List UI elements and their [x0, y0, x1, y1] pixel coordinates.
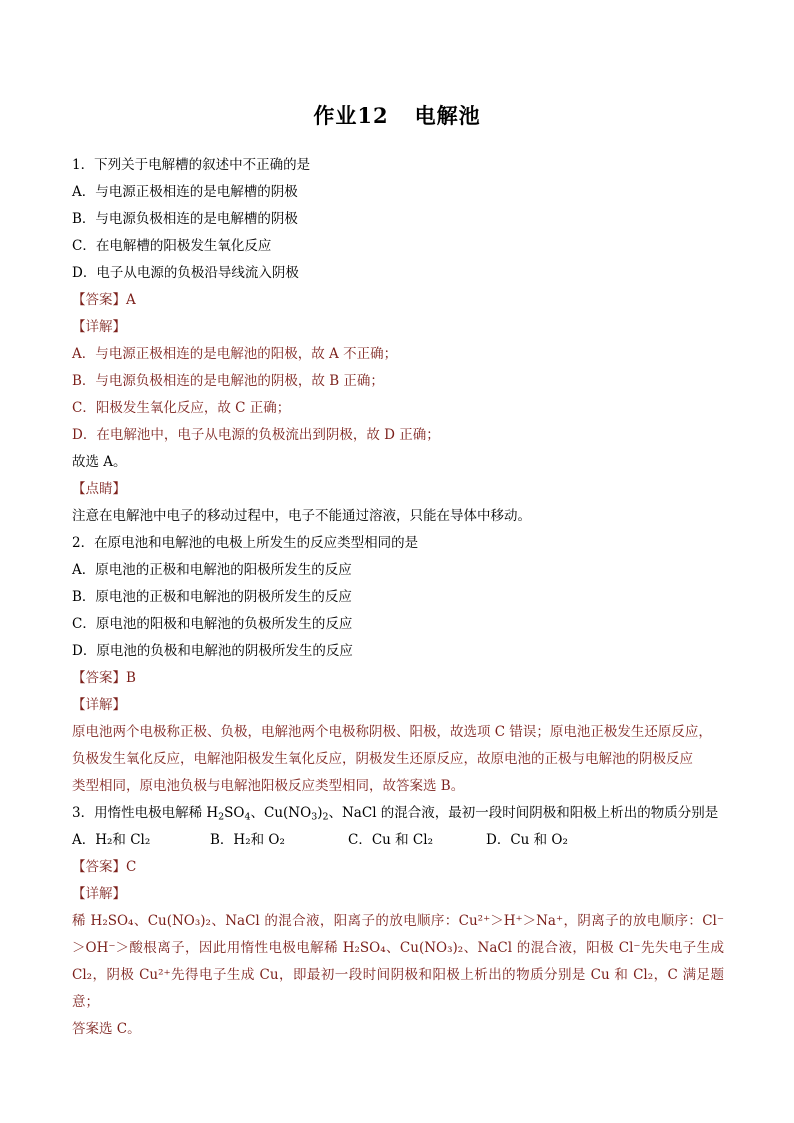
q3-stem: 3．用惰性电极电解稀 $H_2SO_4$、$Cu(NO_3)_2$、NaCl 的混合液，最初一段时间阴极和阳极上析出的物质分别是	[72, 805, 719, 823]
q2-option-c: C．原电池的阳极和电解池的负极所发生的反应	[72, 616, 353, 632]
q1-option-a: A．与电源正极相连的是电解槽的阴极	[72, 184, 298, 200]
q3-answer	[72, 854, 724, 881]
q1-stem: 1．下列关于电解槽的叙述中不正确的是	[72, 157, 311, 173]
q3-detail-text: 稀 H₂SO₄、Cu(NO₃)₂、NaCl 的混合液，阳离子的放电顺序：Cu²⁺＞H⁺＞Na⁺，阴离子的放电顺序：Cl⁻＞OH⁻＞酸根离子，因此用惰性电极电解稀 H₂SO₄、Cu(NO₃)₂、NaCl 的混合液，阳极 Cl⁻先失电子生成 Cl₂，阴极 Cu²⁺先得电子生成 Cu，即最初一段时间阴极和阳极上析出的物质分别是 Cu 和 Cl₂，C 满足题意；	[72, 913, 724, 1010]
q2-detail-line-2: 负极发生氧化反应，电解池阳极发生氧化反应，阴极发生还原反应，故原电池的正极与电解池的阴极反应	[72, 751, 693, 767]
q1-option-d: D．电子从电源的负极沿导线流入阴极	[72, 265, 299, 281]
q1-option-b: B．与电源负极相连的是电解槽的阴极	[72, 211, 298, 227]
q2-option-a: A．原电池的正极和电解池的阳极所发生的反应	[72, 562, 352, 578]
q2-detail-line-3: 类型相同，原电池负极与电解池阳极反应类型相同，故答案选 B。	[72, 778, 465, 794]
q3-options	[72, 827, 724, 854]
document-body	[72, 152, 724, 1043]
q2-answer	[72, 665, 724, 692]
answer-label: 【答案】	[72, 859, 126, 875]
answer-label: 【答案】	[72, 292, 126, 308]
q3-option-d: D．Cu 和 O₂	[486, 832, 568, 848]
answer-label: 【答案】	[72, 670, 126, 686]
q3-option-a: A．H₂和 Cl₂	[72, 832, 151, 848]
title-number: 12	[357, 103, 389, 128]
q3-option-b: B．H₂和 O₂	[210, 832, 285, 848]
q1-option-c: C．在电解槽的阳极发生氧化反应	[72, 238, 272, 254]
q3-detail-label: 【详解】	[72, 886, 126, 902]
q1-answer	[72, 287, 724, 314]
q2-detail-label: 【详解】	[72, 697, 126, 713]
q1-note: 注意在电解池中电子的移动过程中，电子不能通过溶液，只能在导体中移动。	[72, 508, 531, 524]
q3-conclusion: 答案选 C。	[72, 1021, 141, 1037]
q2-option-d: D．原电池的负极和电解池的阴极所发生的反应	[72, 643, 353, 659]
page-title	[0, 100, 794, 130]
q1-note-label: 【点睛】	[72, 481, 126, 497]
q1-detail-a: A．与电源正极相连的是电解池的阳极，故 A 不正确；	[72, 346, 398, 362]
answer-value: B	[126, 670, 136, 686]
q2-detail-line-1: 原电池两个电极称正极、负极，电解池两个电极称阴极、阳极，故选项 C 错误；原电池正极发生还原反应，	[72, 724, 712, 740]
answer-value: C	[126, 859, 137, 875]
q3-option-c: C．Cu 和 Cl₂	[348, 832, 433, 848]
answer-value: A	[126, 292, 136, 308]
title-prefix: 作业	[313, 103, 358, 128]
q1-conclusion: 故选 A。	[72, 454, 127, 470]
q1-detail-d: D．在电解池中，电子从电源的负极流出到阴极，故 D 正确；	[72, 427, 440, 443]
q1-detail-b: B．与电源负极相连的是电解池的阴极，故 B 正确；	[72, 373, 384, 389]
q1-detail-c: C．阳极发生氧化反应，故 C 正确；	[72, 400, 291, 416]
q1-detail-label: 【详解】	[72, 319, 126, 335]
q2-option-b: B．原电池的正极和电解池的阴极所发生的反应	[72, 589, 352, 605]
q2-stem: 2．在原电池和电解池的电极上所发生的反应类型相同的是	[72, 535, 419, 551]
title-name: 电解池	[414, 103, 481, 128]
